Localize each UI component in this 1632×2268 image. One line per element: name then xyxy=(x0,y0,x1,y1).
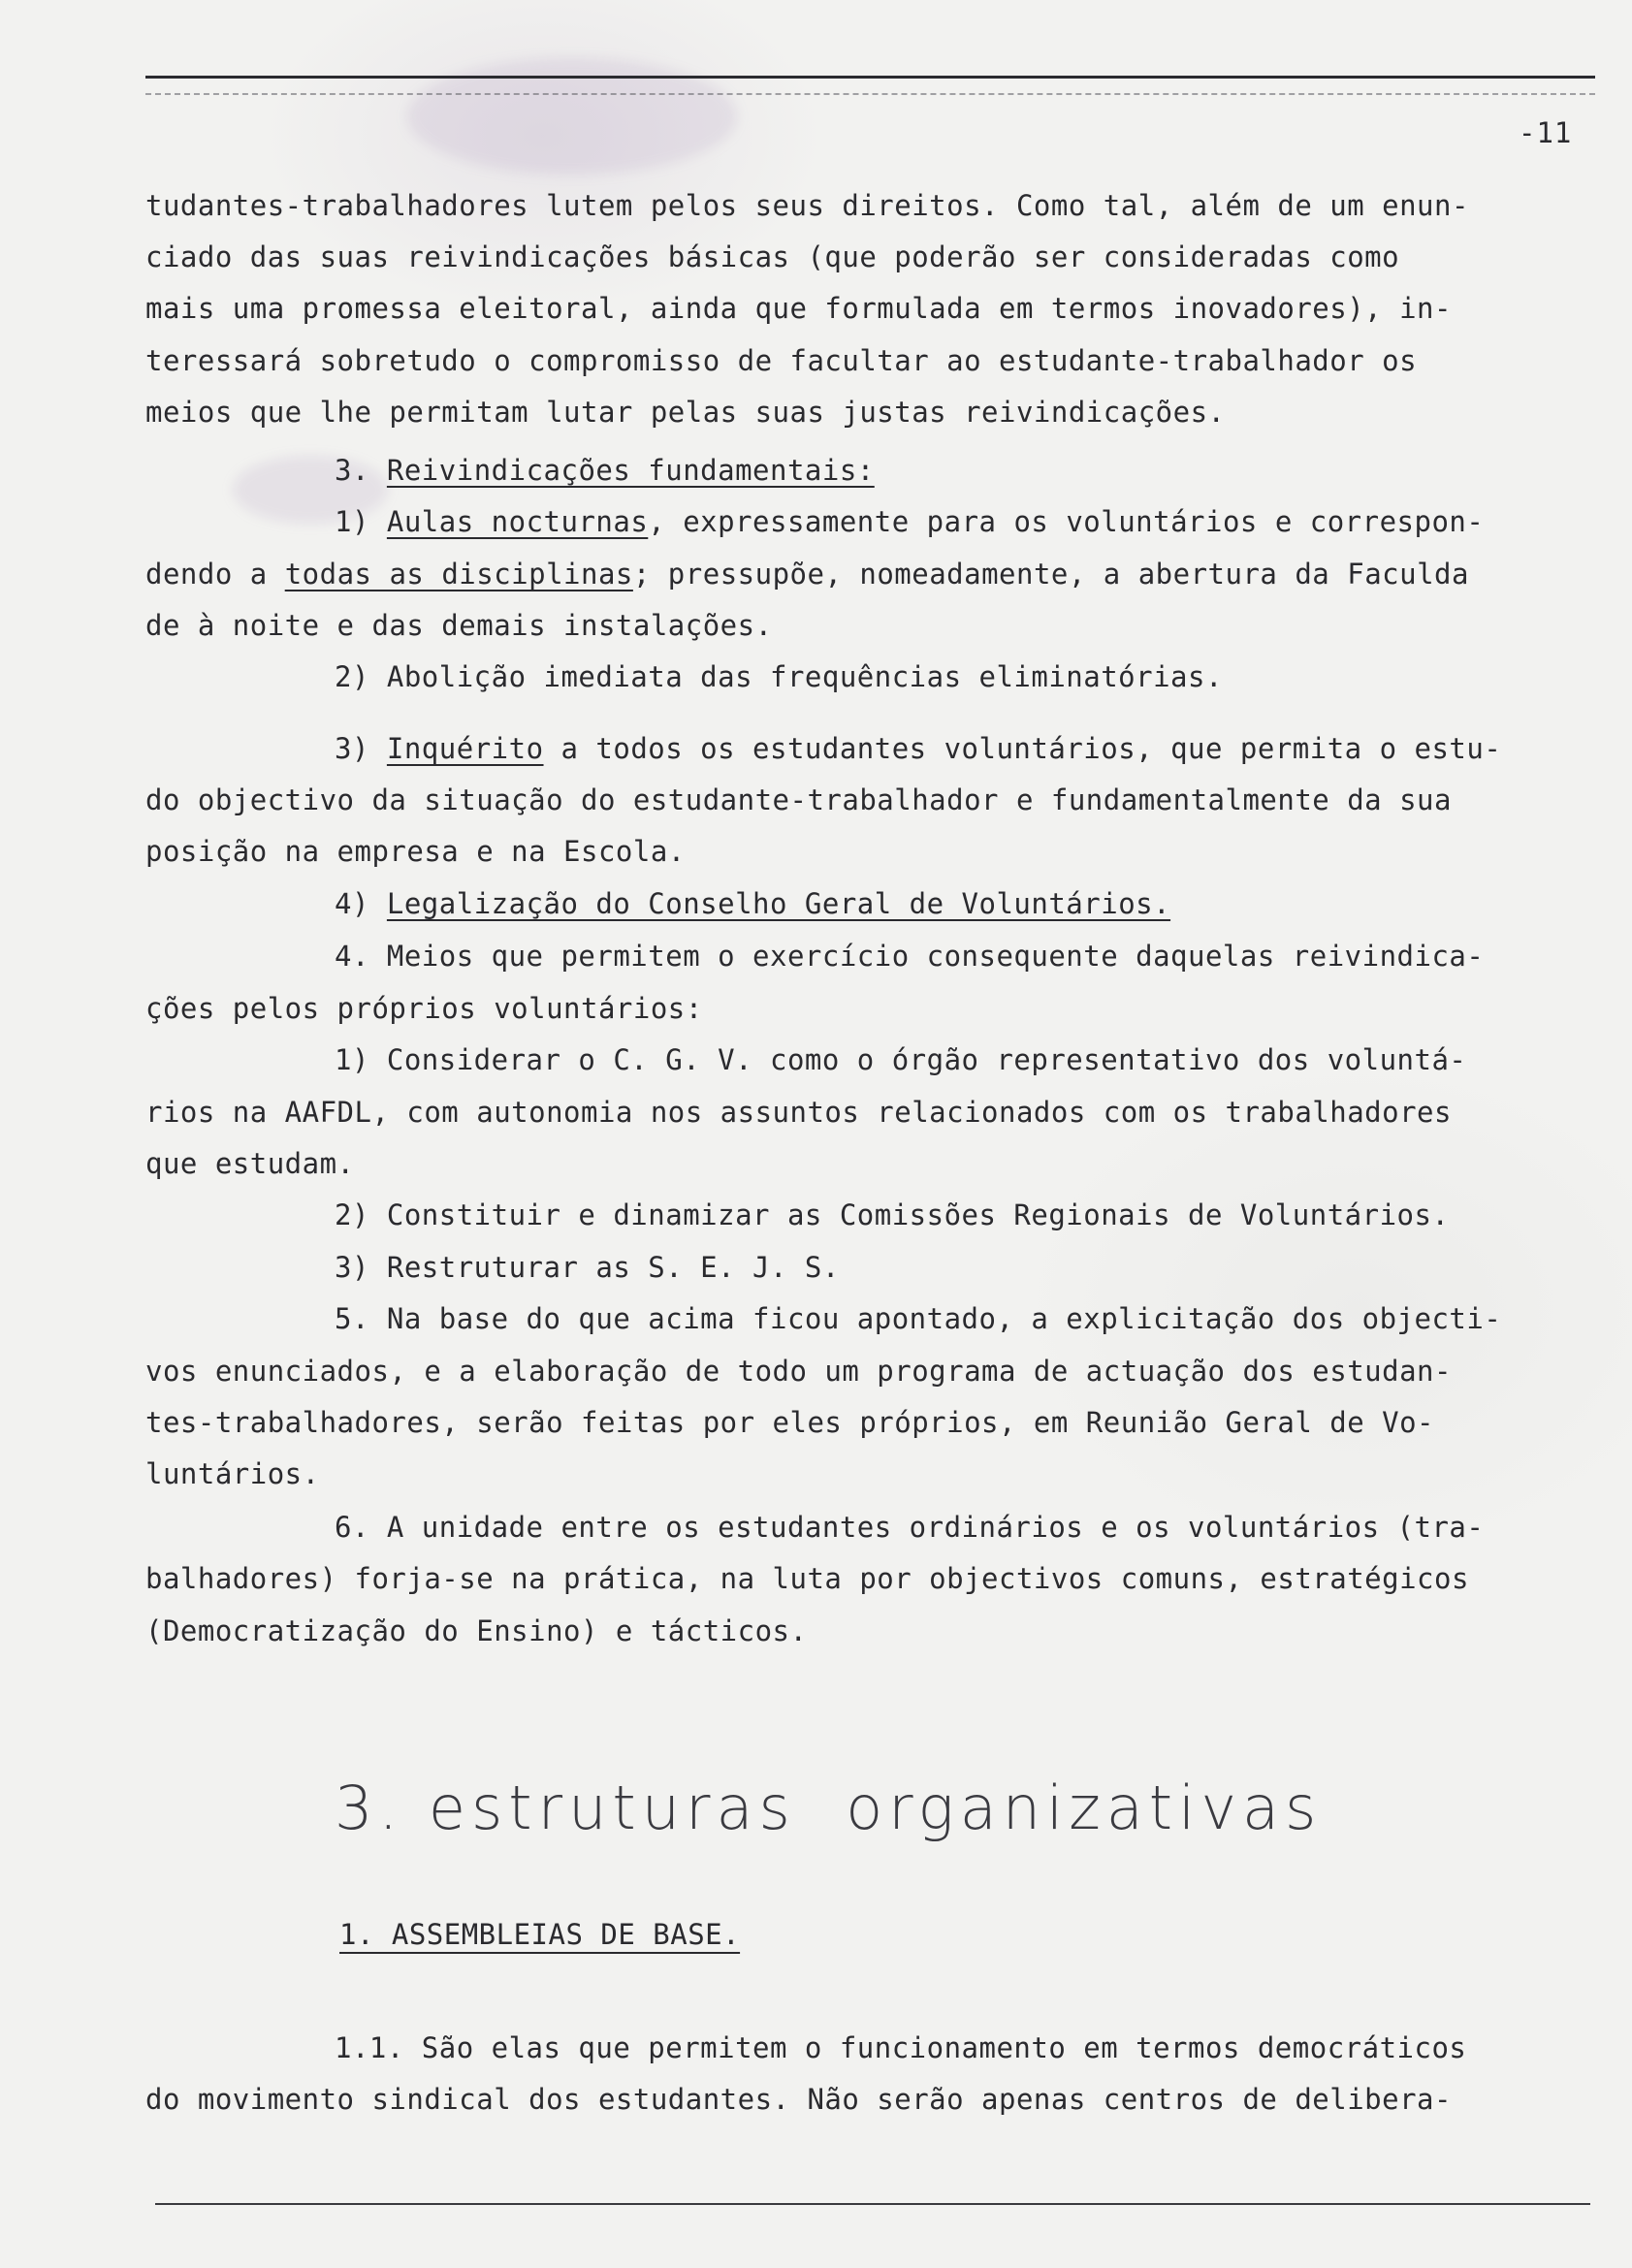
intro-line-2: ciado das suas reivindicações básicas (que poderão ser consideradas como xyxy=(145,240,1400,273)
intro-line-1: tudantes-trabalhadores lutem pelos seus direitos. Como tal, além de um enun- xyxy=(145,189,1469,222)
footer-rule xyxy=(155,2203,1590,2205)
intro-line-4: teressará sobretudo o compromisso de facultar ao estudante-trabalhador os xyxy=(145,344,1418,377)
section-4-line-1: 4. Meios que permitem o exercício consequente daquelas reivindica- xyxy=(335,940,1485,973)
section-4-item-2: 2) Constituir e dinamizar as Comissões Regionais de Voluntários. xyxy=(335,1198,1450,1231)
section-3-heading: 3. Reivindicações fundamentais: xyxy=(335,454,875,487)
section-4-item-3: 3) Restruturar as S. E. J. S. xyxy=(335,1251,840,1284)
chapter-title: 3. estruturas organizativas xyxy=(335,1773,1323,1843)
section-3-item-3-line-2: do objectivo da situação do estudante-trabalhador e fundamentalmente da sua xyxy=(145,783,1452,816)
section-3-item-1-line-3: de à noite e das demais instalações. xyxy=(145,609,773,642)
page-number: -11 xyxy=(1519,116,1573,149)
section-3-item-1-line-1: 1) Aulas nocturnas, expressamente para os voluntários e correspon- xyxy=(335,505,1485,538)
section-4-line-2: ções pelos próprios voluntários: xyxy=(145,992,703,1025)
section-3-item-4: 4) Legalização do Conselho Geral de Voluntários. xyxy=(335,887,1171,920)
intro-line-3: mais uma promessa eleitoral, ainda que formulada em termos inovadores), in- xyxy=(145,292,1452,325)
section-6-line-3: (Democratização do Ensino) e tácticos. xyxy=(145,1614,808,1647)
section-6-line-2: balhadores) forja-se na prática, na luta por objectivos comuns, estratégicos xyxy=(145,1562,1469,1595)
section-4-item-1-line-2: rios na AAFDL, com autonomia nos assuntos relacionados com os trabalhadores xyxy=(145,1096,1452,1129)
assembleias-line-1: 1.1. São elas que permitem o funcionamento em termos democráticos xyxy=(335,2031,1467,2064)
section-3-item-2: 2) Abolição imediata das frequências eliminatórias. xyxy=(335,660,1223,693)
assembleias-line-2: do movimento sindical dos estudantes. Não serão apenas centros de delibera- xyxy=(145,2083,1452,2116)
assembleias-heading: 1. ASSEMBLEIAS DE BASE. xyxy=(339,1918,741,1951)
section-5-line-4: luntários. xyxy=(145,1457,320,1490)
header-rule-secondary xyxy=(145,93,1595,95)
section-4-item-1-line-1: 1) Considerar o C. G. V. como o órgão representativo dos voluntá- xyxy=(335,1043,1467,1076)
header-rule xyxy=(145,76,1595,79)
section-3-item-3-line-3: posição na empresa e na Escola. xyxy=(145,835,686,868)
section-5-line-3: tes-trabalhadores, serão feitas por eles próprios, em Reunião Geral de Vo- xyxy=(145,1406,1435,1439)
section-5-line-1: 5. Na base do que acima ficou apontado, a explicitação dos objecti- xyxy=(335,1302,1502,1335)
intro-line-5: meios que lhe permitam lutar pelas suas justas reivindicações. xyxy=(145,396,1226,429)
section-5-line-2: vos enunciados, e a elaboração de todo um programa de actuação dos estudan- xyxy=(145,1355,1452,1388)
section-4-item-1-line-3: que estudam. xyxy=(145,1147,355,1180)
section-3-item-3-line-1: 3) Inquérito a todos os estudantes voluntários, que permita o estu- xyxy=(335,732,1502,765)
section-3-item-1-line-2: dendo a todas as disciplinas; pressupõe, nomeadamente, a abertura da Faculda xyxy=(145,558,1469,591)
section-6-line-1: 6. A unidade entre os estudantes ordinários e os voluntários (tra- xyxy=(335,1511,1485,1544)
